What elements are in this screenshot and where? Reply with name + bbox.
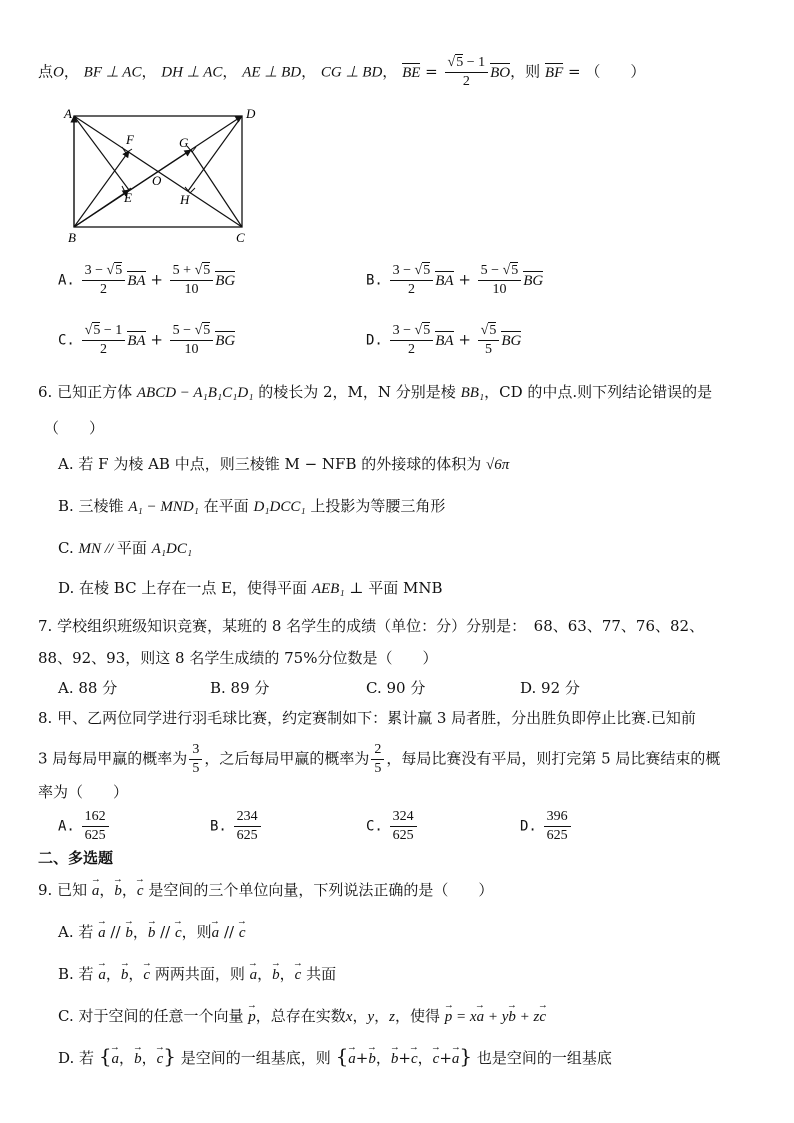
q5-vec-be: BE bbox=[402, 64, 421, 81]
frac-part: 3 − bbox=[84, 263, 107, 278]
comma: ， bbox=[375, 1049, 391, 1067]
q5-rectangle-figure bbox=[56, 104, 266, 244]
q5-vec-bo: BO bbox=[490, 64, 511, 81]
frac-den: 10 bbox=[184, 282, 199, 297]
q5-sep: ， bbox=[141, 62, 157, 81]
q5-then: ，则 bbox=[510, 62, 541, 81]
q6-opt-b-math: A₁ − MND₁ bbox=[128, 499, 199, 515]
q5-point-o: O bbox=[53, 64, 64, 81]
q5-sep: ， bbox=[222, 62, 238, 81]
q5-vec-bf: BF bbox=[544, 64, 564, 81]
q6-option-c bbox=[58, 538, 192, 559]
q6-cube: ABCD − A₁B₁C₁D₁ bbox=[136, 385, 254, 401]
vec-b: → b bbox=[508, 1007, 516, 1027]
q9-stem-a: 9. 已知 bbox=[38, 881, 88, 899]
q8-option-d bbox=[520, 808, 573, 845]
frac-part: 5 − bbox=[172, 323, 195, 338]
comma: ， bbox=[279, 965, 295, 983]
vec-bg-text: BG bbox=[215, 272, 236, 289]
q9-opt-b-text2: 两两共面，则 bbox=[154, 965, 245, 983]
q5-ratio-frac: $\frac{√5 - 1}{2}$ bbox=[445, 54, 489, 91]
q5-sep: ， bbox=[301, 62, 317, 81]
seg-dh bbox=[188, 116, 242, 191]
vec-c: → c bbox=[433, 1049, 440, 1069]
q6-opt-a-math: √6π bbox=[486, 457, 510, 473]
frac-den: 625 bbox=[546, 828, 568, 843]
vec-c: → c bbox=[143, 965, 150, 985]
q9-option-d: D. 若 {→ a，→ b，→ c} 是空间的一组基底，则 {→ a+→ b，→ b+→ c，→ c+→ a} 也是空间的一组基底 bbox=[58, 1046, 612, 1069]
parallel: // bbox=[219, 923, 239, 941]
frac-root: 5 bbox=[203, 263, 211, 278]
q5-sep: ， bbox=[382, 62, 398, 81]
label-d: D bbox=[246, 106, 256, 121]
label-a: A bbox=[64, 106, 72, 121]
vec-c: → c bbox=[539, 1007, 546, 1027]
q8-line1: 8. 甲、乙两位同学进行羽毛球比赛，约定赛制如下：累计赢 3 局者胜，分出胜负即停止比赛.已知前 bbox=[38, 709, 696, 727]
q6-bb1: BB₁ bbox=[460, 385, 485, 401]
q6-opt-d-text2: ⊥ 平面 MNB bbox=[344, 579, 443, 597]
label-c: C bbox=[236, 230, 245, 244]
option-label: D. bbox=[520, 818, 537, 835]
vec-a: → a bbox=[477, 1007, 485, 1027]
comma: ， bbox=[132, 923, 148, 941]
frac-num: 2 bbox=[371, 741, 384, 760]
q9-stem bbox=[38, 880, 493, 901]
q5-cond-cg: CG ⊥ BD bbox=[320, 64, 383, 81]
q6-option-d bbox=[58, 578, 442, 599]
frac-part: 5 + bbox=[172, 263, 195, 278]
q7-line2: 88、92、93，则这 8 名学生成绩的 75%分位数是（ ） bbox=[38, 649, 438, 667]
vec-ba-text: BA bbox=[127, 332, 146, 349]
vec-c: → c bbox=[175, 923, 182, 943]
q5-option-b: B. $\frac{3 - √5}{2}$ BA + $\frac{5 - √5}{10}$ BG bbox=[366, 263, 544, 297]
vec-bf bbox=[74, 151, 129, 227]
vec-b: → b bbox=[134, 1049, 142, 1069]
var-y: y bbox=[367, 1009, 375, 1025]
comma: ， bbox=[374, 1007, 390, 1025]
q7-option-b: B. 89 分 bbox=[210, 679, 270, 697]
var-z: z bbox=[389, 1009, 395, 1025]
q6-opt-c-plane: A₁DC₁ bbox=[151, 541, 193, 557]
q5-ratio-den: 2 bbox=[462, 74, 470, 89]
frac-den: 2 bbox=[407, 282, 415, 297]
vec-ba-text: BA bbox=[435, 332, 454, 349]
right-angle-f bbox=[122, 147, 132, 153]
q6-opt-b-text3: 上投影为等腰三角形 bbox=[310, 497, 446, 515]
comma: ， bbox=[121, 881, 137, 899]
vec-a: → a bbox=[348, 1049, 356, 1069]
vec-b: → b bbox=[148, 923, 156, 943]
plus-z: + z bbox=[515, 1009, 540, 1025]
vec-bg bbox=[74, 150, 191, 227]
q5-stem bbox=[38, 54, 645, 91]
q9-option-b bbox=[58, 964, 336, 985]
q5-cond-dh: DH ⊥ AC bbox=[161, 64, 223, 81]
q6-stem bbox=[38, 382, 712, 403]
q8-prob-2-5 bbox=[371, 741, 384, 778]
q7-option-a: A. 88 分 bbox=[58, 679, 118, 697]
q5-option-c: C. $\frac{√5 - 1}{2}$ BA + $\frac{5 - √5}{10}$ BG bbox=[58, 323, 236, 357]
q6-opt-a-text: A. 若 F 为棱 AB 中点，则三棱锥 M − NFB 的外接球的体积为 bbox=[58, 455, 482, 473]
q9-opt-d-text: D. 若 bbox=[58, 1049, 95, 1067]
q9-opt-c-text2: ，总存在实数 bbox=[255, 1007, 346, 1025]
comma: ， bbox=[417, 1049, 433, 1067]
frac-den: 10 bbox=[492, 282, 507, 297]
q9-stem-b: 是空间的三个单位向量，下列说法正确的是（ ） bbox=[148, 881, 494, 899]
frac-den: 625 bbox=[236, 828, 258, 843]
frac-part: 3 − bbox=[392, 263, 415, 278]
q9-opt-c-text3: ，使得 bbox=[395, 1007, 441, 1025]
label-g: G bbox=[179, 135, 189, 150]
q9-opt-d-text3: 也是空间的一组基底 bbox=[476, 1049, 612, 1067]
frac-num: 324 bbox=[390, 808, 417, 827]
frac-root: 5 bbox=[423, 323, 431, 338]
vec-c: → c bbox=[411, 1049, 418, 1069]
frac-root: 5 bbox=[93, 323, 101, 338]
q5-eq: = bbox=[420, 62, 443, 81]
frac-root: 5 bbox=[203, 323, 211, 338]
q6-opt-d-text: D. 在棱 BC 上存在一点 E，使得平面 bbox=[58, 579, 308, 597]
q8-option-a bbox=[58, 808, 111, 845]
q8-l2a: 3 局每局甲赢的概率为 bbox=[38, 749, 188, 768]
q6-stem-a: 6. 已知正方体 bbox=[38, 383, 133, 401]
seg-ae bbox=[74, 116, 129, 190]
frac-root: 5 bbox=[423, 263, 431, 278]
frac-den: 5 bbox=[374, 761, 382, 776]
vec-b: → b bbox=[368, 1049, 376, 1069]
option-label: B. bbox=[366, 272, 383, 289]
q7-line1: 7. 学校组织班级知识竞赛，某班的 8 名学生的成绩（单位：分）分别是： 68、63、77、76、82、 bbox=[38, 617, 705, 635]
vec-p: → p bbox=[445, 1007, 453, 1027]
frac-num: 3 bbox=[189, 741, 202, 760]
q5-option-a: A. $\frac{3 - √5}{2}$ BA + $\frac{5 + √5}{10}$ BG bbox=[58, 263, 236, 297]
q6-paren: （ ） bbox=[44, 419, 105, 437]
vec-a: → a bbox=[98, 923, 106, 943]
vec-bg-text: BG bbox=[215, 332, 236, 349]
frac-den: 10 bbox=[184, 342, 199, 357]
vec-ba-text: BA bbox=[127, 272, 146, 289]
q7-option-d: D. 92 分 bbox=[520, 679, 580, 697]
vec-a: → a bbox=[212, 923, 220, 943]
q6-opt-c-label: C. bbox=[58, 539, 74, 557]
option-label: C. bbox=[58, 332, 75, 349]
q6-opt-c-math: MN // bbox=[78, 541, 117, 557]
frac-num: 396 bbox=[544, 808, 571, 827]
q5-ratio-rest: − 1 bbox=[463, 55, 486, 70]
option-label: A. bbox=[58, 272, 75, 289]
comma: ， bbox=[99, 881, 115, 899]
q9-opt-d-text2: 是空间的一组基底，则 bbox=[180, 1049, 331, 1067]
frac-num: 234 bbox=[234, 808, 261, 827]
q6-option-b bbox=[58, 496, 445, 517]
comma: ， bbox=[128, 965, 144, 983]
q8-option-b bbox=[210, 808, 263, 845]
vec-c: → c bbox=[295, 965, 302, 985]
plus: + bbox=[145, 330, 168, 349]
plus: + bbox=[453, 330, 476, 349]
q8-line3: 率为（ ） bbox=[38, 783, 129, 801]
vec-a: → a bbox=[112, 1049, 120, 1069]
frac-root: 5 bbox=[489, 323, 497, 338]
frac-part: 3 − bbox=[392, 323, 415, 338]
q9-opt-a-text: A. 若 bbox=[58, 923, 94, 941]
label-b: B bbox=[68, 230, 76, 244]
q9-opt-c-text: C. 对于空间的任意一个向量 bbox=[58, 1007, 244, 1025]
section-title-multi-choice: 二、多选题 bbox=[38, 849, 114, 867]
frac-root: 5 bbox=[511, 263, 519, 278]
q9-opt-b-text: B. 若 bbox=[58, 965, 94, 983]
var-x: x bbox=[345, 1009, 353, 1025]
q5-cond-bf: BF ⊥ AC bbox=[83, 64, 142, 81]
comma: ， bbox=[141, 1049, 157, 1067]
q5-cond-ae: AE ⊥ BD bbox=[242, 64, 302, 81]
q6-option-a bbox=[58, 454, 509, 475]
vec-b: → b bbox=[114, 881, 122, 901]
plus: + bbox=[453, 270, 476, 289]
q8-l2b: ，之后每局甲赢的概率为 bbox=[204, 749, 370, 768]
label-o: O bbox=[152, 173, 162, 188]
q8-prob-3-5 bbox=[189, 741, 202, 778]
q6-opt-b-text2: 在平面 bbox=[203, 497, 249, 515]
comma: ， bbox=[352, 1007, 368, 1025]
vec-ba-text: BA bbox=[435, 272, 454, 289]
q7-option-c: C. 90 分 bbox=[366, 679, 426, 697]
frac-den: 625 bbox=[84, 828, 106, 843]
q6-opt-b-plane: D₁DCC₁ bbox=[253, 499, 306, 515]
vec-p: → p bbox=[248, 1007, 256, 1027]
vec-c: → c bbox=[157, 1049, 164, 1069]
vec-b: → b bbox=[125, 923, 133, 943]
vec-a: → a bbox=[452, 1049, 460, 1069]
q8-l2c: ，每局比赛没有平局，则打完第 5 局比赛结束的概 bbox=[386, 749, 721, 768]
frac-den: 5 bbox=[485, 342, 493, 357]
q6-stem-b: 的棱长为 2，M，N 分别是棱 bbox=[258, 383, 456, 401]
q9-opt-b-text3: 共面 bbox=[306, 965, 337, 983]
vec-a: → a bbox=[98, 965, 106, 985]
eq-x: = x bbox=[452, 1009, 477, 1025]
frac-den: 5 bbox=[192, 761, 200, 776]
q5-option-d: D. $\frac{3 - √5}{2}$ BA + $\frac{√5}{5}$ BG bbox=[366, 323, 522, 357]
vec-b: → b bbox=[272, 965, 280, 985]
q9-option-a bbox=[58, 922, 246, 943]
option-label: A. bbox=[58, 818, 75, 835]
parallel: // bbox=[155, 923, 175, 941]
frac-part: 5 − bbox=[480, 263, 503, 278]
frac-den: 2 bbox=[99, 342, 107, 357]
vec-c: → c bbox=[239, 923, 246, 943]
q9-option-c bbox=[58, 1006, 546, 1027]
label-h: H bbox=[180, 192, 190, 207]
frac-num: 162 bbox=[82, 808, 109, 827]
option-label: C. bbox=[366, 818, 383, 835]
label-f: F bbox=[126, 132, 134, 147]
vec-b: → b bbox=[391, 1049, 399, 1069]
then: ，则 bbox=[181, 923, 212, 941]
frac-den: 625 bbox=[392, 828, 414, 843]
parallel: // bbox=[105, 923, 126, 941]
frac-den: 2 bbox=[99, 282, 107, 297]
label-e: E bbox=[124, 190, 132, 205]
q8-option-c bbox=[366, 808, 419, 845]
vec-bg-text: BG bbox=[523, 272, 544, 289]
frac-den: 2 bbox=[407, 342, 415, 357]
comma: ， bbox=[119, 1049, 135, 1067]
q5-ratio-root: 5 bbox=[456, 55, 464, 70]
vec-a: → a bbox=[250, 965, 258, 985]
q6-opt-b-text: B. 三棱锥 bbox=[58, 497, 124, 515]
comma: ， bbox=[105, 965, 121, 983]
option-label: B. bbox=[210, 818, 227, 835]
q5-answer-paren: = （ ） bbox=[563, 62, 646, 81]
vec-a: → a bbox=[92, 881, 100, 901]
q8-line2 bbox=[38, 741, 720, 778]
q5-stem-text: 点 bbox=[38, 62, 54, 81]
seg-cg bbox=[191, 150, 242, 227]
plus-y: + y bbox=[484, 1009, 509, 1025]
q6-stem-c: ，CD 的中点.则下列结论错误的是 bbox=[484, 383, 713, 401]
vec-b: → b bbox=[121, 965, 129, 985]
plus: + bbox=[145, 270, 168, 289]
q6-opt-d-math: AEB₁ bbox=[311, 581, 345, 597]
frac-root: 5 bbox=[115, 263, 123, 278]
comma: ， bbox=[257, 965, 273, 983]
frac-part: − 1 bbox=[100, 323, 123, 338]
option-label: D. bbox=[366, 332, 383, 349]
q6-opt-c-text: 平面 bbox=[116, 539, 147, 557]
vec-c: → c bbox=[137, 881, 144, 901]
q5-sep: ， bbox=[63, 62, 79, 81]
vec-bg-text: BG bbox=[501, 332, 522, 349]
